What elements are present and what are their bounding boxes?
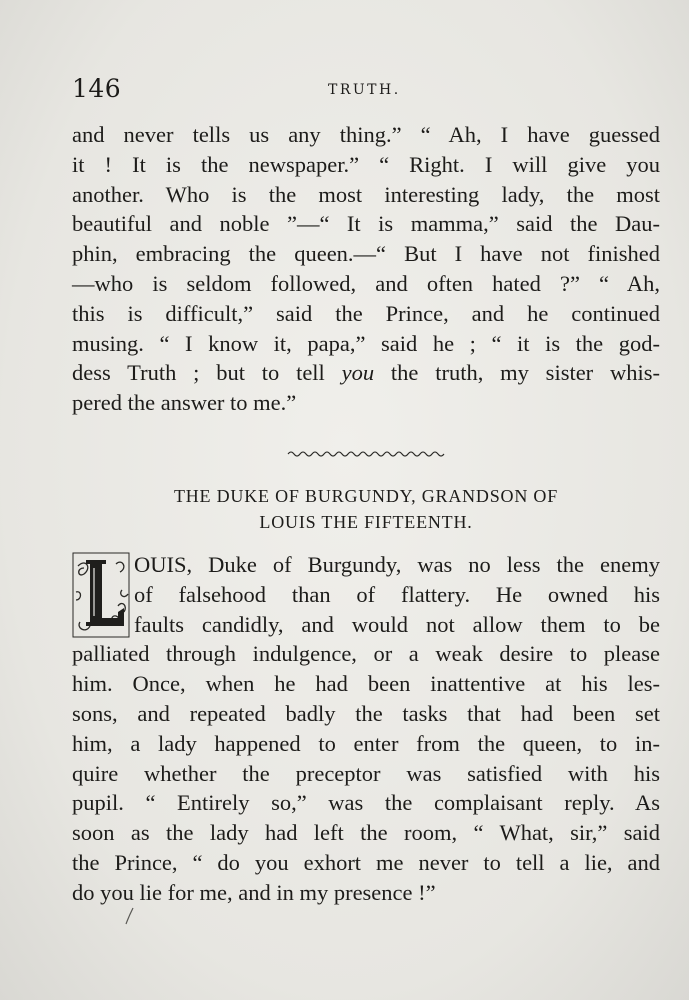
text-line: phin, embracing the queen.—“ But I have not finished [72,241,660,267]
text-line: sons, and repeated badly the tasks that had been set [72,700,660,726]
italic-word: you [341,360,375,386]
text-line: pered the answer to me.” [72,390,297,416]
text-line: quire whether the preceptor was satisfied with his [72,760,660,786]
running-head: TRUTH. [328,82,401,98]
text-line: pupil. “ Entirely so,” was the complaisant reply. As [72,790,660,816]
text-run: dess Truth ; but to tell [72,360,342,386]
page-number: 146 [72,74,122,103]
ink-mark [124,906,136,926]
section-divider-ornament [286,446,446,462]
text-line: do you lie for me, and in my presence !” [72,879,436,905]
text-line: of falsehood than of flattery. He owned his [134,581,660,607]
page-header [72,74,660,108]
text-line: and never tells us any thing.” “ Ah, I have guessed [72,122,660,147]
section-title-line-2: LOUIS THE FIFTEENTH. [259,512,473,532]
text-line: palliated through indulgence, or a weak desire to please [72,641,660,667]
text-line-with-italic [72,358,660,388]
text-line: OUIS, Duke of Burgundy, was no less the enemy [134,552,660,577]
paragraph-duke-of-burgundy [72,550,660,908]
text-run: the truth, my sister whis- [374,360,660,386]
text-line: soon as the lady had left the room, “ What, sir,” said [72,820,660,846]
text-line: him. Once, when he had been inattentive at his les- [72,671,660,697]
text-line: the Prince, “ do you exhort me never to tell a lie, and [72,849,660,875]
text-line: this is difficult,” said the Prince, and he continued [72,300,660,326]
paragraph-dauphin-riddle [72,120,660,418]
text-line: musing. “ I know it, papa,” said he ; “ it is the god- [72,330,660,356]
text-line: him, a lady happened to enter from the queen, to in- [72,730,660,756]
text-line: —who is seldom followed, and often hated ?” “ Ah, [72,270,660,296]
text-line: faults candidly, and would not allow them to be [134,611,660,637]
text-line: beautiful and noble ”—“ It is mamma,” said the Dau- [72,211,660,237]
section-title-line-1: THE DUKE OF BURGUNDY, GRANDSON OF [173,486,559,506]
text-line: another. Who is the most interesting lady, the most [72,181,660,207]
text-line: it ! It is the newspaper.” “ Right. I will give you [72,151,660,177]
